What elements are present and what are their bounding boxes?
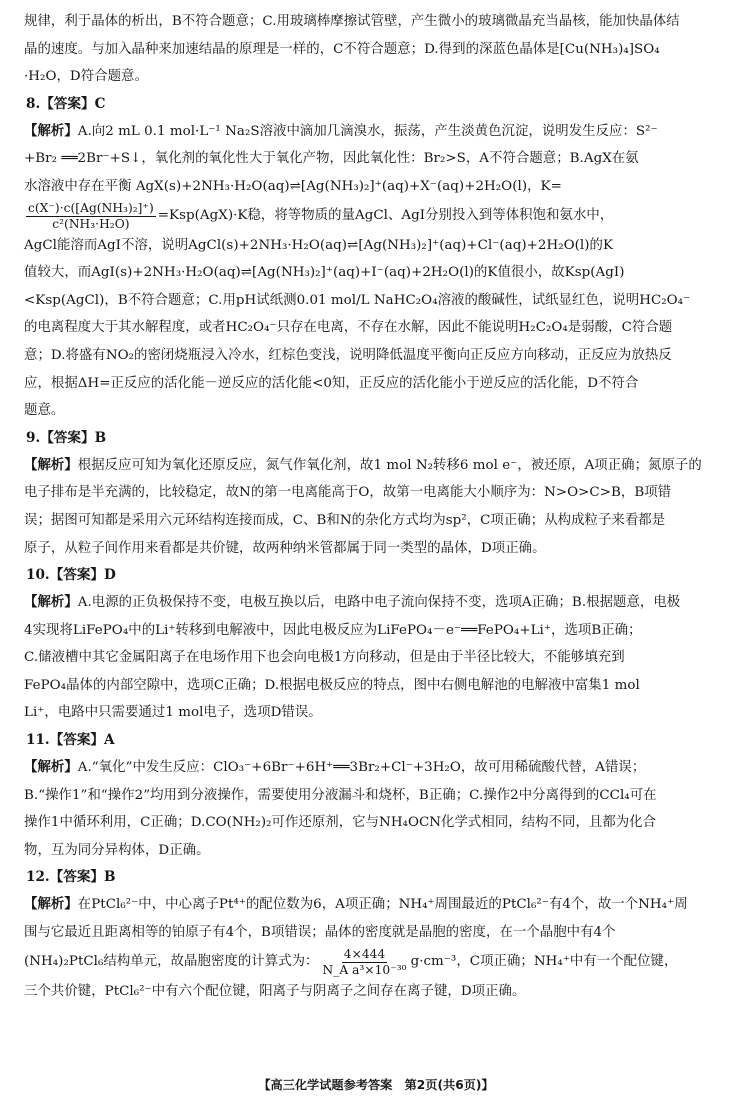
equilibrium-fraction [26, 201, 156, 232]
answer-label: 11.【答案】A [26, 732, 115, 749]
text-line: 的电离程度大于其水解程度，或者HC₂O₄⁻只存在电离，不存在水解，因此不能说明H₂C₂O₄是弱酸，C符合题 [24, 320, 673, 336]
analysis-tag: 【解析】 [24, 759, 78, 776]
footer-page-number: 第2页(共6页)】 [404, 1078, 494, 1092]
text-line: <Ksp(AgCl)，B不符合题意；C.用pH试纸测0.01 mol/L NaHC₂O₄溶液的酸碱性，试纸显红色，说明HC₂O₄⁻ [24, 292, 691, 308]
text-line: 应，根据ΔH=正反应的活化能－逆反应的活化能<0知，正反应的活化能小于逆反应的活化能，D不符合 [24, 375, 639, 391]
text-line: 电子排布是半充满的，比较稳定，故N的第一电离能高于O，故第一电离能大小顺序为：N>O>C>B，B项错 [24, 485, 672, 501]
text-line: 水溶液中存在平衡 AgX(s)+2NH₃·H₂O(aq)⇌[Ag(NH₃)₂]⁺(aq)+X⁻(aq)+2H₂O(l)，K= [24, 178, 562, 194]
analysis-tag: 【解析】 [24, 896, 78, 913]
fraction-denominator: c²(NH₃·H₂O) [52, 216, 130, 231]
equation-line [24, 201, 732, 232]
text-line: 操作1中循环利用，C正确；D.CO(NH₂)₂可作还原剂，它与NH₄OCN化学式相同，结构不同，且都为化合 [24, 815, 657, 831]
text-line: 误；据图可知都是采用六元环结构连接而成，C、B和N的杂化方式均为sp²，C项正确；从构成粒子来看都是 [24, 512, 666, 528]
text-line: A.电源的正负极保持不变，电极互换以后，电路中电子流向保持不变，选项A正确；B.根据题意，电极 [77, 595, 681, 611]
text-line: 围与它最近且距离相等的铂原子有4个，B项错误；晶体的密度就是晶胞的密度，在一个晶胞中有4个 [24, 925, 616, 941]
text-line: 意；D.将盛有NO₂的密闭烧瓶浸入冷水，红棕色变浅，说明降低温度平衡向正反应方向移动，正反应为放热反 [24, 347, 672, 363]
answer-label: 8.【答案】C [26, 95, 106, 112]
question-8 [24, 91, 732, 425]
answer-label: 10.【答案】D [26, 567, 116, 584]
text-line: ·H₂O，D符合题意。 [24, 69, 148, 85]
text-line: 值较大，而AgI(s)+2NH₃·H₂O(aq)⇌[Ag(NH₃)₂]⁺(aq)+I⁻(aq)+2H₂O(l)的K值很小，故Ksp(AgI) [24, 265, 625, 281]
text-line: 原子，从粒子间作用来看都是共价键，故两种纳米管都属于同一类型的晶体，D项正确。 [24, 540, 546, 556]
question-10 [24, 562, 732, 727]
question-9 [24, 425, 732, 562]
equation-line [24, 947, 732, 978]
text-line: g·cm⁻³，C项正确；NH₄⁺中有一个配位键， [410, 954, 678, 970]
text-line: =Ksp(AgX)·K稳，将等物质的量AgCl、AgI分别投入到等体积饱和氨水中， [157, 208, 614, 224]
analysis-tag: 【解析】 [24, 456, 78, 473]
text-line: B.“操作1”和“操作2”均用到分液操作，需要使用分液漏斗和烧杯，B正确；C.操作2中分离得到的CCl₄可在 [24, 787, 657, 803]
text-line: 在PtCl₆²⁻中，中心离子Pt⁴⁺的配位数为6，A项正确；NH₄⁺周围最近的PtCl₆²⁻有4个，故一个NH₄⁺周 [77, 897, 688, 913]
question-11 [24, 727, 732, 864]
text-line: A.“氧化”中发生反应：ClO₃⁻+6Br⁻+6H⁺══3Br₂+Cl⁻+3H₂O，故可用稀硫酸代替，A错误； [77, 760, 646, 776]
continued-section [24, 8, 732, 91]
text-line: Li⁺，电路中只需要通过1 mol电子，选项D错误。 [24, 705, 322, 721]
analysis-tag: 【解析】 [24, 594, 78, 611]
text-line: 4实现将LiFePO₄中的Li⁺转移到电解液中，因此电极反应为LiFePO₄－e⁻══FePO₄+Li⁺，选项B正确； [24, 622, 642, 638]
text-line: (NH₄)₂PtCl₆结构单元，故晶胞密度的计算式为： [24, 954, 319, 970]
answer-label: 12.【答案】B [26, 869, 116, 886]
text-line: FePO₄晶体的内部空隙中，选项C正确；D.根据电极反应的特点，图中右侧电解池的电解液中富集1 mol [24, 677, 640, 693]
question-12 [24, 864, 732, 1005]
text-line: 规律，利于晶体的析出，B不符合题意；C.用玻璃棒摩擦试管壁，产生微小的玻璃微晶充当晶核，能加快晶体结 [24, 14, 680, 29]
answer-label: 9.【答案】B [26, 429, 107, 446]
density-fraction [320, 947, 408, 978]
page-footer [0, 1076, 752, 1093]
text-line: 晶的速度。与加入晶种来加速结晶的原理是一样的，C不符合题意；D.得到的深蓝色晶体是[Cu(NH₃)₄]SO₄ [24, 41, 660, 57]
fraction-denominator: N_A a³×10⁻³⁰ [322, 962, 407, 977]
text-line: C.储液槽中其它金属阳离子在电场作用下也会向电极1方向移动，但是由于半径比较大，不能够填充到 [24, 650, 625, 666]
fraction-numerator: 4×444 [343, 946, 386, 961]
footer-title: 【高三化学试题参考答案 [258, 1078, 393, 1092]
text-line: AgCl能溶而AgI不溶，说明AgCl(s)+2NH₃·H₂O(aq)⇌[Ag(NH₃)₂]⁺(aq)+Cl⁻(aq)+2H₂O(l)的K [24, 237, 614, 253]
fraction-numerator: c(X⁻)·c([Ag(NH₃)₂]⁺) [28, 200, 154, 215]
text-line: 题意。 [24, 403, 65, 419]
text-line: 根据反应可知为氧化还原反应，氮气作氧化剂，故1 mol N₂转移6 mol e⁻，被还原，A项正确；氮原子的 [77, 457, 702, 473]
text-line: +Br₂ ══2Br⁻+S↓，氧化剂的氧化性大于氧化产物，因此氧化性：Br₂>S，A不符合题意；B.AgX在氨 [24, 151, 639, 167]
text-line: A.向2 mL 0.1 mol·L⁻¹ Na₂S溶液中滴加几滴溴水，振荡，产生淡黄色沉淀，说明发生反应：S²⁻ [77, 123, 658, 139]
analysis-tag: 【解析】 [24, 122, 78, 139]
text-line: 三个共价键，PtCl₆²⁻中有六个配位键，阳离子与阴离子之间存在离子键，D项正确。 [24, 983, 526, 999]
text-line: 物，互为同分异构体，D正确。 [24, 842, 210, 858]
